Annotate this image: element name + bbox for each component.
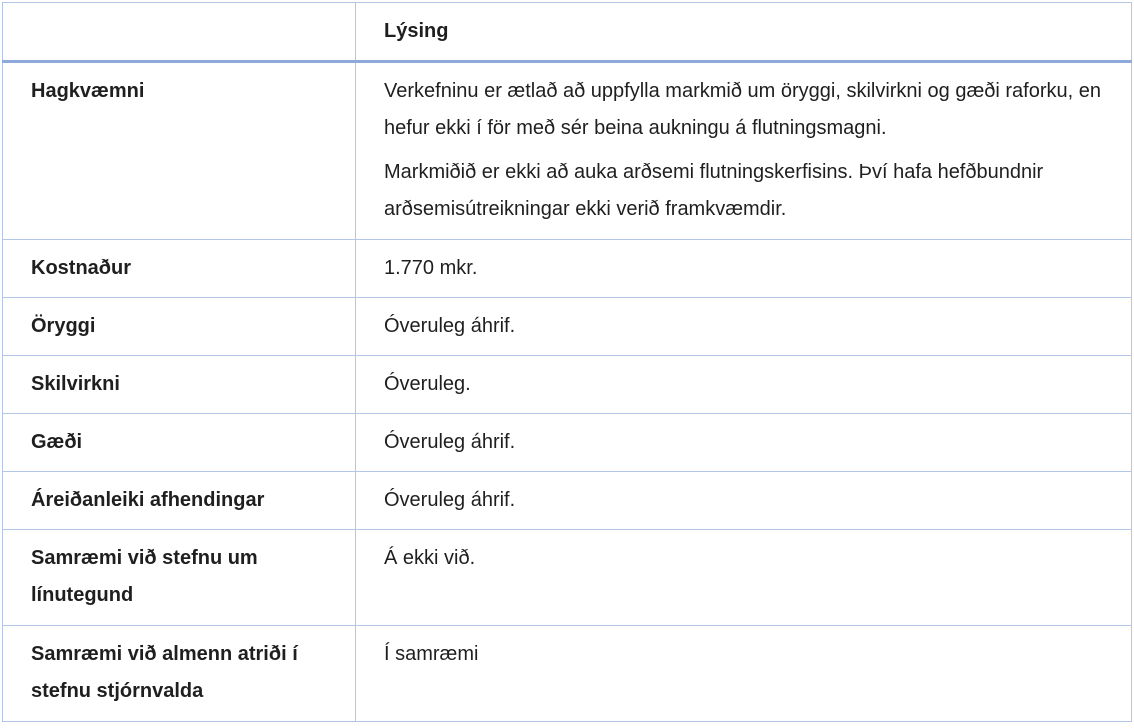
table-row (3, 240, 1132, 298)
table-row (3, 472, 1132, 530)
description-paragraph: Markmiðið er ekki að auka arðsemi flutningskerfisins. Því hafa hefðbundnir arðsemisútreikningar ekki verið framkvæmdir. (384, 161, 1044, 220)
table-row (3, 298, 1132, 356)
row-value-linutegund: Á ekki við. (356, 530, 1132, 626)
row-value-gaedi: Óveruleg áhrif. (356, 414, 1132, 472)
header-label-cell (3, 3, 356, 62)
row-label-skilvirkni: Skilvirkni (3, 356, 356, 414)
row-value-skilvirkni: Óveruleg. (356, 356, 1132, 414)
row-label-linutegund: Samræmi við stefnu um línutegund (3, 530, 356, 626)
row-value-oryggi: Óveruleg áhrif. (356, 298, 1132, 356)
row-value-hagkvaemni (356, 62, 1132, 240)
table-row (3, 356, 1132, 414)
row-label-oryggi: Öryggi (3, 298, 356, 356)
row-label-hagkvaemni: Hagkvæmni (3, 62, 356, 240)
row-value-areidanleiki: Óveruleg áhrif. (356, 472, 1132, 530)
table-row (3, 414, 1132, 472)
description-paragraph: Verkefninu er ætlað að uppfylla markmið um öryggi, skilvirkni og gæði raforku, en hefur ekki í för með sér beina aukningu á flutningsmagni. (384, 80, 1101, 139)
row-label-stefna-stjornvalda: Samræmi við almenn atriði í stefnu stjórnvalda (3, 626, 356, 722)
row-label-areidanleiki: Áreiðanleiki afhendingar (3, 472, 356, 530)
row-value-kostnadur: 1.770 mkr. (356, 240, 1132, 298)
table-header-row (3, 3, 1132, 62)
row-value-stefna-stjornvalda: Í samræmi (356, 626, 1132, 722)
table-row (3, 530, 1132, 626)
table-row (3, 62, 1132, 240)
header-description-cell: Lýsing (356, 3, 1132, 62)
row-label-kostnadur: Kostnaður (3, 240, 356, 298)
row-label-gaedi: Gæði (3, 414, 356, 472)
table-row (3, 626, 1132, 722)
assessment-table (2, 2, 1132, 722)
